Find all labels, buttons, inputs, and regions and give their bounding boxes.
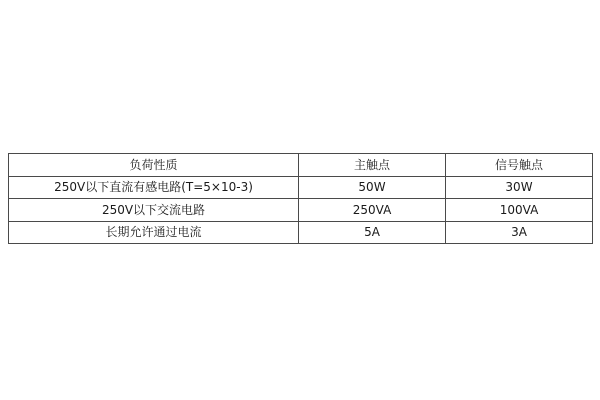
table-row bbox=[9, 176, 593, 199]
table-row bbox=[9, 221, 593, 244]
spec-table bbox=[8, 153, 593, 244]
table-header-row bbox=[9, 154, 593, 177]
header-cell-main-contact: 主触点 bbox=[299, 154, 446, 177]
header-cell-load-nature: 负荷性质 bbox=[9, 154, 299, 177]
cell-dc-circuit-label: 250V以下直流有感电路(T=5×10-3) bbox=[9, 176, 299, 199]
cell-continuous-signal-value: 3A bbox=[446, 221, 593, 244]
cell-continuous-current-label: 长期允许通过电流 bbox=[9, 221, 299, 244]
header-cell-signal-contact: 信号触点 bbox=[446, 154, 593, 177]
cell-continuous-main-value: 5A bbox=[299, 221, 446, 244]
cell-ac-main-value: 250VA bbox=[299, 199, 446, 222]
cell-dc-signal-value: 30W bbox=[446, 176, 593, 199]
table-row bbox=[9, 199, 593, 222]
cell-ac-circuit-label: 250V以下交流电路 bbox=[9, 199, 299, 222]
cell-dc-main-value: 50W bbox=[299, 176, 446, 199]
cell-ac-signal-value: 100VA bbox=[446, 199, 593, 222]
